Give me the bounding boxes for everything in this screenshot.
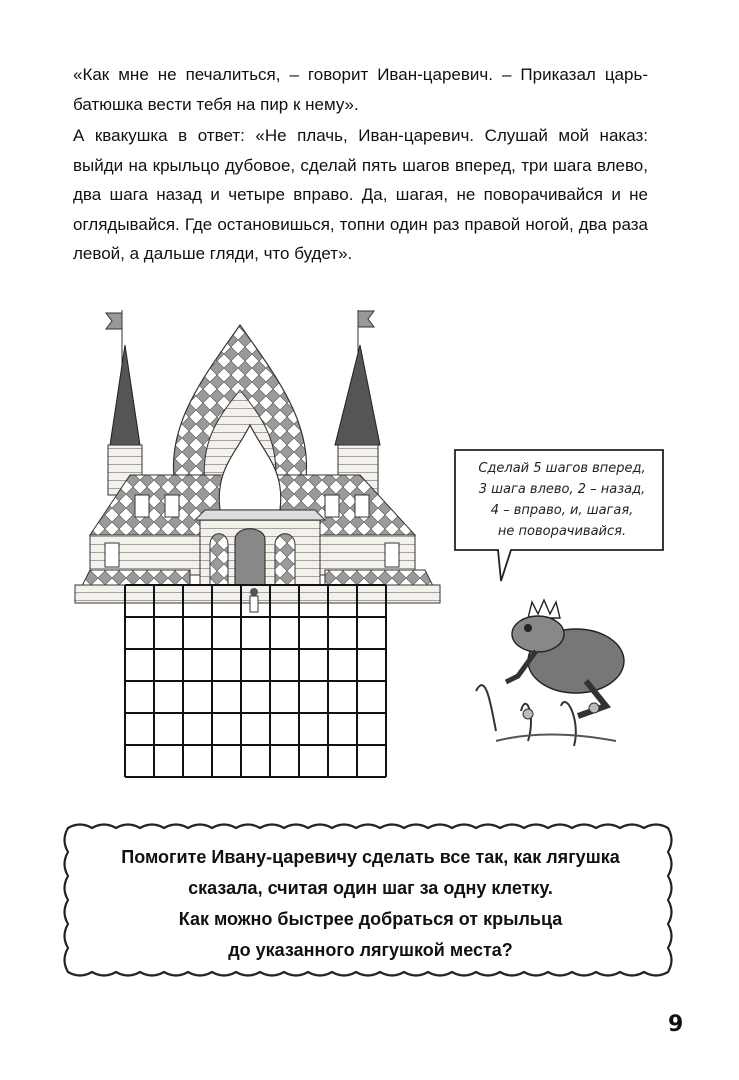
bubble-line: не поворачивайся.	[497, 524, 627, 539]
task-line: сказала, считая один шаг за одну клетку.	[188, 878, 553, 898]
task-text	[78, 842, 663, 966]
crown-icon	[528, 600, 560, 618]
story-text	[73, 60, 648, 269]
task-line: Помогите Ивану-царевичу сделать все так, как лягушка	[121, 847, 620, 867]
bubble-line: Сделай 5 шагов вперед,	[478, 461, 646, 476]
page-number: 9	[668, 1012, 684, 1037]
ivan-figure	[250, 588, 258, 612]
task-line: Как можно быстрее добраться от крыльца	[178, 909, 563, 929]
step-grid	[125, 585, 386, 777]
story-paragraph-2: А квакушка в ответ: «Не плачь, Иван-царевич. Слушай мой наказ: выйди на крыльцо дубовое, сделай пять шагов вперед, три шага влево, два шага назад и четыре вправо. Да, шагая, не поворачивайся и не оглядывайся. Где остановишься, топни один раз правой ногой, два раза левой, а дальше гляди, что будет».	[73, 126, 648, 263]
task-line: до указанного лягушкой места?	[228, 940, 513, 960]
flag-left	[106, 310, 122, 365]
bubble-text	[467, 458, 657, 542]
story-paragraph-1: «Как мне не печалиться, – говорит Иван-царевич. – Приказал царь-батюшка вести тебя на пир к нему».	[73, 65, 648, 114]
castle-illustration	[70, 305, 450, 810]
spire-left	[110, 345, 140, 445]
bubble-line: 3 шага влево, 2 – назад,	[478, 482, 646, 497]
frog-princess-illustration	[466, 596, 646, 756]
porch-door	[235, 529, 265, 585]
bubble-line: 4 – вправо, и, шагая,	[490, 503, 634, 518]
spire-right	[335, 345, 380, 445]
